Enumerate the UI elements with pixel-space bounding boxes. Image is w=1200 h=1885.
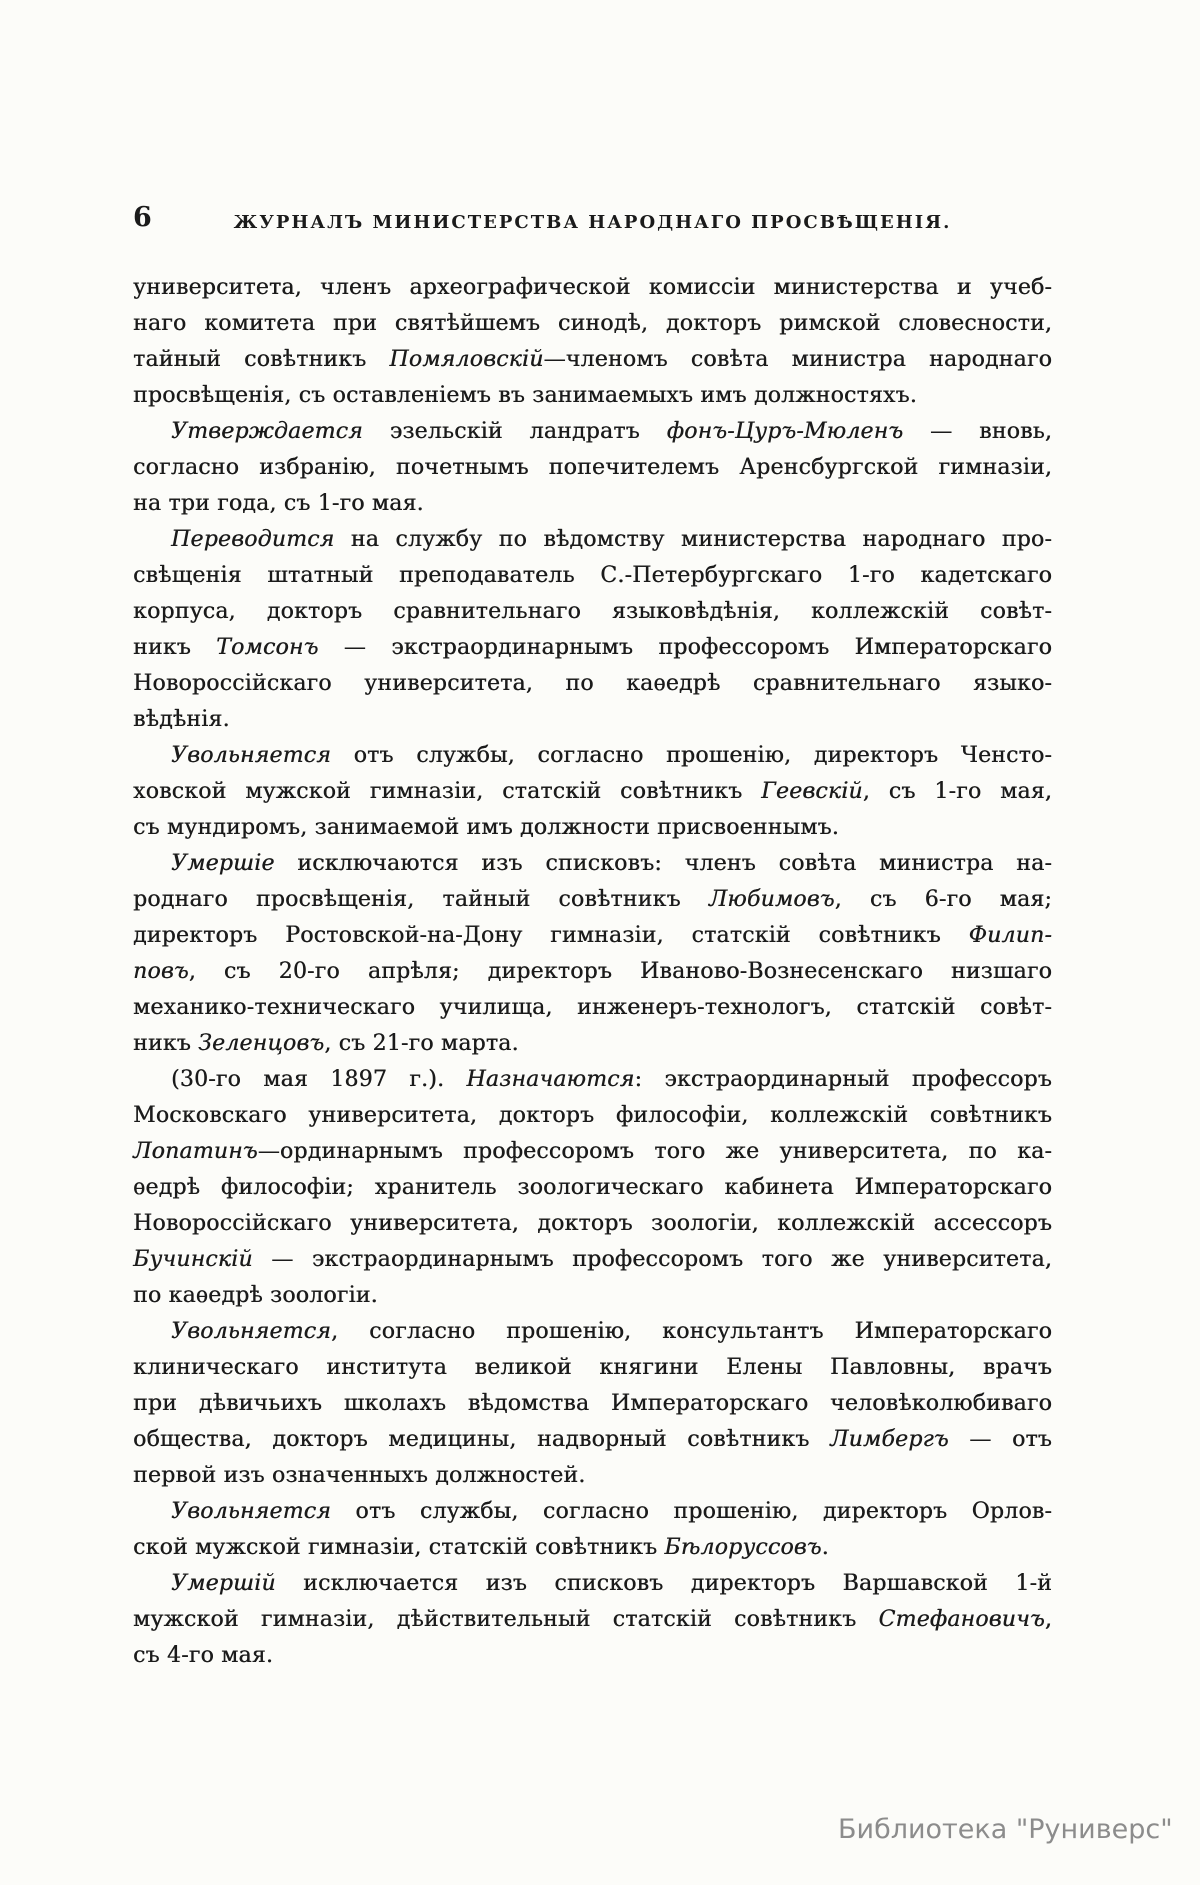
italic-text-segment: Лимбергъ xyxy=(829,1427,949,1452)
italic-text-segment: Увольняется xyxy=(171,743,331,768)
text-segment: по каѳедрѣ зоологіи. xyxy=(133,1283,378,1308)
text-line xyxy=(133,1206,1052,1242)
text-segment: отъ службы, согласно прошенію, директоръ Ченсто- xyxy=(330,743,1052,768)
text-line xyxy=(133,1530,1052,1566)
text-segment: ской мужской гимназіи, статскій совѣтникъ xyxy=(133,1535,665,1560)
text-segment: тайный совѣтникъ xyxy=(133,347,390,372)
text-segment: исключаются изъ списковъ: членъ совѣта министра на- xyxy=(274,851,1052,876)
text-segment: съ 4-го мая. xyxy=(133,1643,274,1668)
text-segment: Новороссійскаго университета, докторъ зоологіи, коллежскій ассессоръ xyxy=(133,1211,1052,1236)
text-line xyxy=(133,414,1052,450)
text-line xyxy=(133,1350,1052,1386)
text-line xyxy=(133,630,1052,666)
text-segment: эзельскій ландратъ xyxy=(362,419,667,444)
text-line xyxy=(133,810,1052,846)
text-line xyxy=(133,486,1052,522)
text-segment: —членомъ совѣта министра народнаго xyxy=(543,347,1052,372)
text-segment: при дѣвичьихъ школахъ вѣдомства Императорскаго человѣколюбиваго xyxy=(133,1391,1052,1416)
text-segment: Новороссійскаго университета, по каѳедрѣ сравнительнаго языко- xyxy=(133,671,1052,696)
text-segment: отъ службы, согласно прошенію, директоръ Орлов- xyxy=(330,1499,1052,1524)
text-segment: — экстраординарнымъ профессоромъ Императорскаго xyxy=(318,635,1052,660)
text-segment: клиническаго института великой княгини Елены Павловны, врачъ xyxy=(133,1355,1052,1380)
text-segment: Московскаго университета, докторъ философіи, коллежскій совѣтникъ xyxy=(133,1103,1052,1128)
text-line xyxy=(133,270,1052,306)
text-segment: — вновь, xyxy=(903,419,1052,444)
running-header: ЖУРНАЛЪ МИНИСТЕРСТВА НАРОДНАГО ПРОСВѢЩЕНІЯ. xyxy=(233,212,952,233)
text-segment: ховской мужской гимназіи, статскій совѣтникъ xyxy=(133,779,762,804)
text-segment: просвѣщенія, съ оставленіемъ въ занимаемыхъ имъ должностяхъ. xyxy=(133,383,917,408)
italic-text-segment: фонъ-Цуръ-Мюленъ xyxy=(666,419,904,444)
library-watermark: Библиотека "Руниверс" xyxy=(838,1814,1173,1845)
text-segment: директоръ Ростовской-на-Дону гимназіи, статскій совѣтникъ xyxy=(133,923,969,948)
text-segment: , xyxy=(1044,1607,1052,1632)
text-segment: —ординарнымъ профессоромъ того же университета, по ка- xyxy=(257,1139,1052,1164)
text-line xyxy=(133,1494,1052,1530)
italic-text-segment: Помяловскій xyxy=(389,347,544,372)
text-segment: на службу по вѣдомству министерства народнаго про- xyxy=(334,527,1052,552)
text-line xyxy=(133,666,1052,702)
text-line xyxy=(133,774,1052,810)
text-line xyxy=(133,1602,1052,1638)
italic-text-segment: Переводится xyxy=(171,527,335,552)
italic-text-segment: Зеленцовъ xyxy=(198,1031,325,1056)
italic-text-segment: Филип- xyxy=(968,923,1052,948)
text-segment: : экстраординарный профессоръ xyxy=(634,1067,1052,1092)
text-segment: первой изъ означенныхъ должностей. xyxy=(133,1463,586,1488)
text-line xyxy=(133,1026,1052,1062)
text-segment: корпуса, докторъ сравнительнаго языковѣдѣнія, коллежскій совѣт- xyxy=(133,599,1052,624)
italic-text-segment: Бучинскій xyxy=(133,1247,253,1272)
text-line xyxy=(133,1386,1052,1422)
text-line xyxy=(133,378,1052,414)
text-segment: согласно избранію, почетнымъ попечителемъ Аренсбургской гимназіи, xyxy=(133,455,1052,480)
italic-text-segment: Томсонъ xyxy=(216,635,319,660)
text-segment: наго комитета при святѣйшемъ синодѣ, докторъ римской словесности, xyxy=(133,311,1052,336)
text-line xyxy=(133,1638,1052,1674)
text-segment: университета, членъ археографической комиссіи министерства и учеб- xyxy=(133,275,1052,300)
text-line xyxy=(133,882,1052,918)
text-segment: общества, докторъ медицины, надворный совѣтникъ xyxy=(133,1427,830,1452)
text-line xyxy=(133,450,1052,486)
italic-text-segment: Лопатинъ xyxy=(133,1139,258,1164)
italic-text-segment: Стефановичъ xyxy=(878,1607,1045,1632)
text-segment: — отъ xyxy=(948,1427,1052,1452)
text-segment: никъ xyxy=(133,635,217,660)
text-segment: съ мундиромъ, занимаемой имъ должности присвоеннымъ. xyxy=(133,815,839,840)
text-line xyxy=(133,1062,1052,1098)
italic-text-segment: Увольняется xyxy=(171,1499,331,1524)
text-segment: свѣщенія штатный преподаватель С.-Петербургскаго 1-го кадетскаго xyxy=(133,563,1052,588)
text-line xyxy=(133,1314,1052,1350)
page-number: 6 xyxy=(133,202,152,233)
text-segment: (30-го мая 1897 г.). xyxy=(171,1067,467,1092)
text-line xyxy=(133,1134,1052,1170)
text-line xyxy=(133,918,1052,954)
italic-text-segment: Геевскій xyxy=(761,779,863,804)
text-line xyxy=(133,1242,1052,1278)
text-line xyxy=(133,1098,1052,1134)
text-segment: ѳедрѣ философіи; хранитель зоологическаго кабинета Императорскаго xyxy=(133,1175,1052,1200)
page-text xyxy=(133,270,1052,1674)
text-line xyxy=(133,738,1052,774)
text-line xyxy=(133,1458,1052,1494)
italic-text-segment: Утверждается xyxy=(171,419,363,444)
text-line xyxy=(133,594,1052,630)
text-line xyxy=(133,342,1052,378)
italic-text-segment: Умершіе xyxy=(171,851,275,876)
text-line xyxy=(133,1566,1052,1602)
text-segment: , согласно прошенію, консультантъ Императорскаго xyxy=(330,1319,1052,1344)
text-segment: . xyxy=(821,1535,829,1560)
text-line xyxy=(133,1422,1052,1458)
italic-text-segment: Назначаются xyxy=(466,1067,635,1092)
text-segment: на три года, съ 1-го мая. xyxy=(133,491,424,516)
text-segment: , съ 1-го мая, xyxy=(862,779,1052,804)
text-line xyxy=(133,990,1052,1026)
text-segment: — экстраординарнымъ профессоромъ того же университета, xyxy=(252,1247,1052,1272)
italic-text-segment: Бѣлоруссовъ xyxy=(664,1535,822,1560)
text-segment: , съ 6-го мая; xyxy=(834,887,1052,912)
text-line xyxy=(133,1278,1052,1314)
text-line xyxy=(133,954,1052,990)
text-segment: вѣдѣнія. xyxy=(133,707,230,732)
text-line xyxy=(133,846,1052,882)
text-segment: , съ 21-го марта. xyxy=(324,1031,519,1056)
text-line xyxy=(133,702,1052,738)
italic-text-segment: Увольняется xyxy=(171,1319,331,1344)
text-line xyxy=(133,306,1052,342)
text-segment: мужской гимназіи, дѣйствительный статскій совѣтникъ xyxy=(133,1607,879,1632)
text-segment: , съ 20-го апрѣля; директоръ Иваново-Вознесенскаго низшаго xyxy=(188,959,1052,984)
text-segment: роднаго просвѣщенія, тайный совѣтникъ xyxy=(133,887,709,912)
text-segment: никъ xyxy=(133,1031,199,1056)
italic-text-segment: Умершій xyxy=(171,1571,276,1596)
text-line xyxy=(133,558,1052,594)
text-line xyxy=(133,522,1052,558)
text-line xyxy=(133,1170,1052,1206)
text-segment: механико-техническаго училища, инженеръ-технологъ, статскій совѣт- xyxy=(133,995,1052,1020)
text-segment: исключается изъ списковъ директоръ Варшавской 1-й xyxy=(275,1571,1052,1596)
italic-text-segment: Любимовъ xyxy=(708,887,835,912)
italic-text-segment: повъ xyxy=(133,959,189,984)
